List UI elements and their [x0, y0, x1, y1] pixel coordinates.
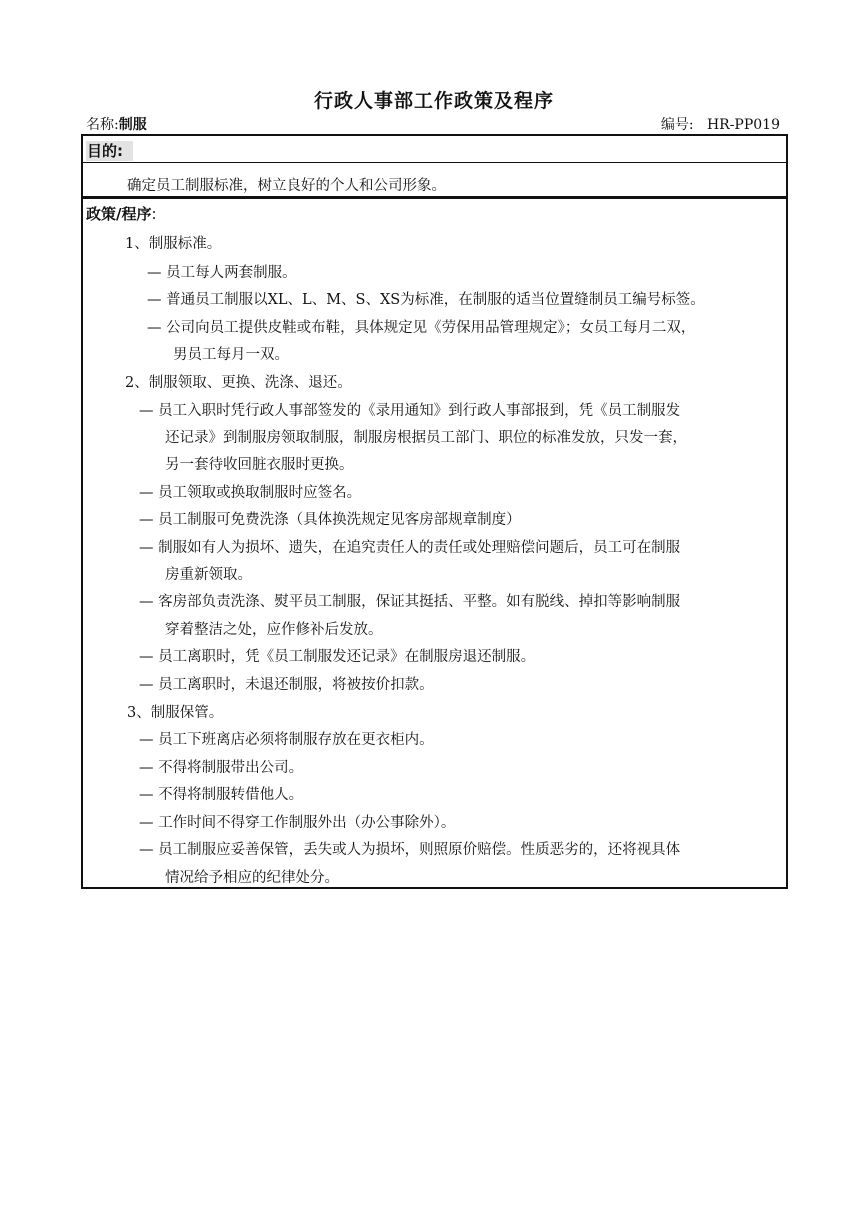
policy-item-continued: 穿着整洁之处，应作修补后发放。: [165, 622, 383, 638]
policy-item: — 不得将制服转借他人。: [139, 787, 304, 803]
policy-item-continued: 男员工每月一双。: [173, 347, 289, 363]
doc-code-value: HR-PP019: [706, 117, 780, 133]
section-heading-standard: 1、制服标准。: [125, 236, 222, 252]
policy-item: — 客房部负责洗涤、熨平员工制服，保证其挺括、平整。如有脱线、掉扣等影响制服: [139, 594, 681, 610]
policy-item: — 不得将制服带出公司。: [139, 760, 304, 776]
policy-item: — 员工离职时，凭《员工制服发还记录》在制服房退还制服。: [139, 649, 536, 665]
purpose-text: 确定员工制服标准，树立良好的个人和公司形象。: [127, 178, 446, 194]
purpose-heading: 目的:: [86, 140, 133, 161]
policy-item-continued: 另一套待收回脏衣服时更换。: [165, 457, 354, 473]
policy-item: — 员工入职时凭行政人事部签发的《录用通知》到行政人事部报到，凭《员工制服发: [139, 403, 681, 419]
policy-item: — 员工制服应妥善保管，丢失或人为损坏，则照原价赔偿。性质恶劣的，还将视具体: [139, 842, 681, 858]
policy-heading: 政策/程序:: [86, 205, 157, 223]
section-heading-issue: 2、制服领取、更换、洗涤、退还。: [125, 375, 352, 391]
doc-name-field: [86, 114, 147, 134]
purpose-divider: [83, 162, 786, 163]
policy-item: — 普通员工制服以XL、L、M、S、XS为标准，在制服的适当位置缝制员工编号标签。: [147, 292, 705, 308]
policy-item: — 员工每人两套制服。: [147, 265, 297, 281]
policy-item-continued: 情况给予相应的纪律处分。: [165, 870, 339, 886]
policy-item-continued: 房重新领取。: [165, 567, 252, 583]
doc-code-label: 编号:: [660, 117, 694, 133]
document-title: 行政人事部工作政策及程序: [313, 90, 554, 112]
purpose-section: [81, 134, 788, 198]
policy-item: — 工作时间不得穿工作制服外出（办公事除外）。: [139, 815, 456, 831]
policy-item: — 员工离职时，未退还制服，将被按价扣款。: [139, 677, 434, 693]
policy-item: — 员工领取或换取制服时应签名。: [139, 485, 362, 501]
policy-item: — 员工制服可免费洗涤（具体换洗规定见客房部规章制度）: [139, 512, 521, 528]
policy-item: — 公司向员工提供皮鞋或布鞋，具体规定见《劳保用品管理规定》；女员工每月二双，: [147, 320, 696, 336]
doc-name-label: 名称:: [86, 117, 119, 133]
policy-item: — 员工下班离店必须将制服存放在更衣柜内。: [139, 732, 434, 748]
section-heading-storage: 3、制服保管。: [127, 705, 224, 721]
policy-item-continued: 还记录》到制服房领取制服，制服房根据员工部门、职位的标准发放，只发一套，: [165, 430, 687, 446]
doc-name-value: 制服: [118, 117, 147, 133]
policy-item: — 制服如有人为损坏、遗失，在追究责任人的责任或处理赔偿问题后，员工可在制服: [139, 540, 681, 556]
doc-code-field: [661, 114, 780, 134]
policy-section: [81, 197, 788, 889]
